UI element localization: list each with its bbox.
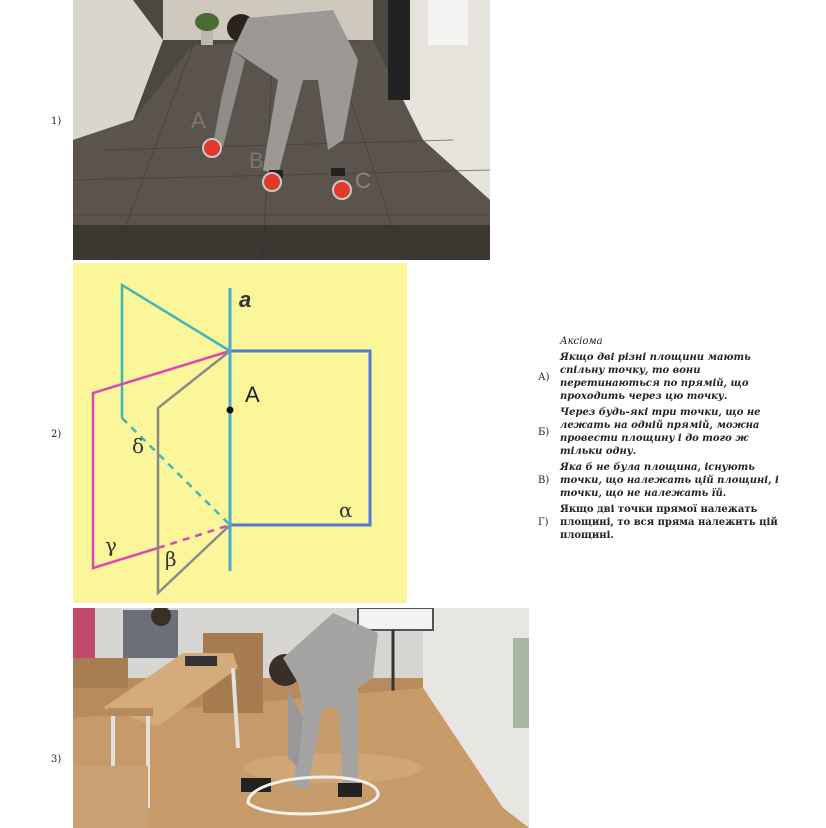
- point-label-a: A: [191, 108, 206, 133]
- axiom-letter: А): [538, 371, 550, 383]
- axioms-heading: Аксіома: [560, 336, 603, 347]
- point-a-label: A: [245, 382, 260, 407]
- axiom-item-a: [538, 351, 788, 403]
- point-label-c: C: [355, 168, 371, 193]
- axioms-list: [538, 336, 788, 545]
- axiom-item-g: [538, 503, 788, 542]
- axiom-item-b: [538, 406, 788, 458]
- row-number-3: 3): [51, 754, 62, 765]
- photo-classroom-circle: [73, 608, 529, 828]
- row-number-1: 1): [51, 116, 62, 127]
- axiom-text: Якщо дві різні площини мають спільну точку, то вони перетинаються по прямій, що проходить через цю точку.: [560, 352, 751, 402]
- diagram-three-planes: [73, 263, 407, 603]
- axiom-text: Через будь-які три точки, що не лежать на одній прямій, можна провести площину і до того ж тільки одну.: [560, 407, 761, 457]
- photo-hallway-three-points: [73, 0, 490, 260]
- point-a-marker: [227, 407, 234, 414]
- plane-beta-label: β: [165, 547, 177, 571]
- point-marker-b: [263, 173, 281, 191]
- axiom-letter: Б): [538, 426, 550, 438]
- axiom-item-v: [538, 461, 788, 500]
- plane-gamma-label: γ: [105, 533, 117, 557]
- axiom-letter: В): [538, 475, 550, 486]
- plane-alpha-label: α: [339, 498, 353, 522]
- point-label-b: B: [249, 148, 264, 173]
- line-a-label: a: [239, 287, 252, 312]
- axiom-letter: Г): [538, 517, 549, 528]
- point-marker-c: [333, 181, 351, 199]
- point-marker-a: [203, 139, 221, 157]
- axiom-text: Яка б не була площина, існують точки, що належать цій площині, і точки, що не належать їй.: [560, 462, 779, 499]
- plane-delta-label: δ: [132, 434, 145, 458]
- row-number-2: 2): [51, 429, 62, 440]
- axiom-text: Якщо дві точки прямої належать площині, то вся пряма належить цій площині.: [560, 504, 778, 541]
